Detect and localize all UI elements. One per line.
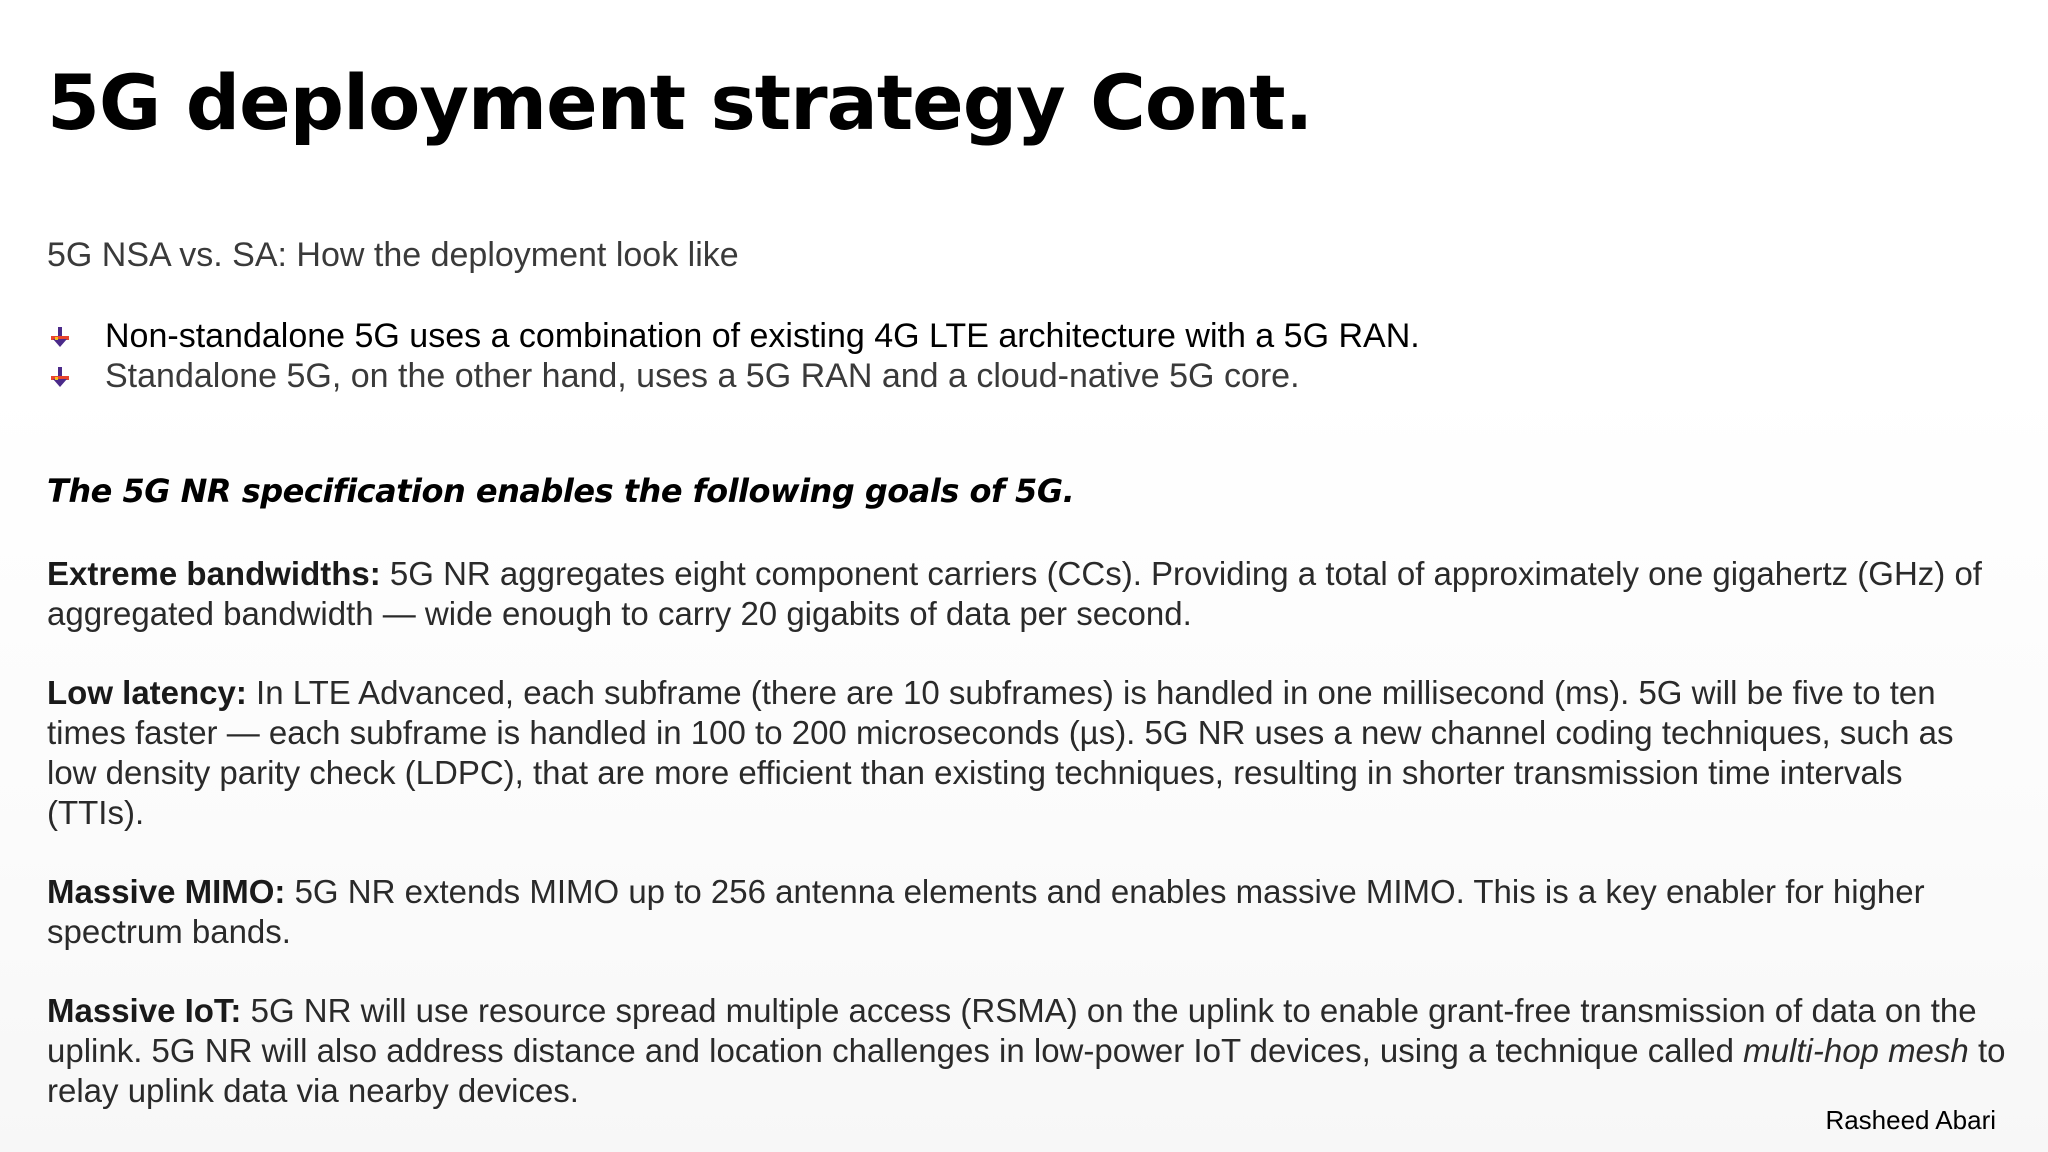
bullet-list (47, 316, 1420, 396)
paragraph-term: Massive IoT: (47, 992, 242, 1029)
paragraph-text: In LTE Advanced, each subframe (there are 10 subframes) is handled in one millisecond (ms). 5G will be five to ten times faster — each subframe is handled in 100 to 200 microseconds (µs). 5G NR uses a new channel coding techniques, such as low density parity check (LDPC), that are more efficient than existing techniques, resulting in shorter transmission time intervals (TTIs). (47, 674, 1954, 831)
goals-heading: The 5G NR specification enables the following goals of 5G. (47, 472, 1075, 510)
paragraph-text: 5G NR aggregates eight component carriers (CCs). Providing a total of approximately one gigahertz (GHz) of aggregated bandwidth — wide enough to carry 20 gigabits of data per second. (47, 555, 1982, 632)
paragraph-extreme-bandwidths (47, 554, 2007, 634)
bullet-text: Standalone 5G, on the other hand, uses a 5G RAN and a cloud-native 5G core. (105, 357, 1300, 395)
paragraph-low-latency (47, 673, 2007, 833)
paragraph-term: Extreme bandwidths: (47, 555, 381, 592)
slide-title: 5G deployment strategy Cont. (47, 58, 1313, 147)
bullet-item (47, 316, 1420, 356)
paragraph-massive-iot (47, 991, 2007, 1111)
bullet-item (47, 356, 1420, 396)
paragraph-massive-mimo (47, 872, 2007, 952)
arrow-down-cross-bullet-icon (49, 366, 71, 388)
paragraph-text: 5G NR extends MIMO up to 256 antenna elements and enables massive MIMO. This is a key enabler for higher spectrum bands. (47, 873, 1925, 950)
paragraph-text: 5G NR will use resource spread multiple access (RSMA) on the uplink to enable grant-free transmission of data on the uplink. 5G NR will also address distance and location challenges in low-power IoT devices, using a technique called (47, 992, 1977, 1069)
author-name: Rasheed Abari (1825, 1105, 1996, 1135)
paragraph-term: Low latency: (47, 674, 247, 711)
paragraph-term: Massive MIMO: (47, 873, 286, 910)
bullet-text: Non-standalone 5G uses a combination of existing 4G LTE architecture with a 5G RAN. (105, 317, 1420, 355)
arrow-down-cross-bullet-icon (49, 326, 71, 348)
paragraph-text-after: to relay uplink data via nearby devices. (47, 1032, 2006, 1109)
subtitle: 5G NSA vs. SA: How the deployment look like (47, 236, 739, 274)
paragraph-emphasis: multi-hop mesh (1743, 1032, 1969, 1069)
